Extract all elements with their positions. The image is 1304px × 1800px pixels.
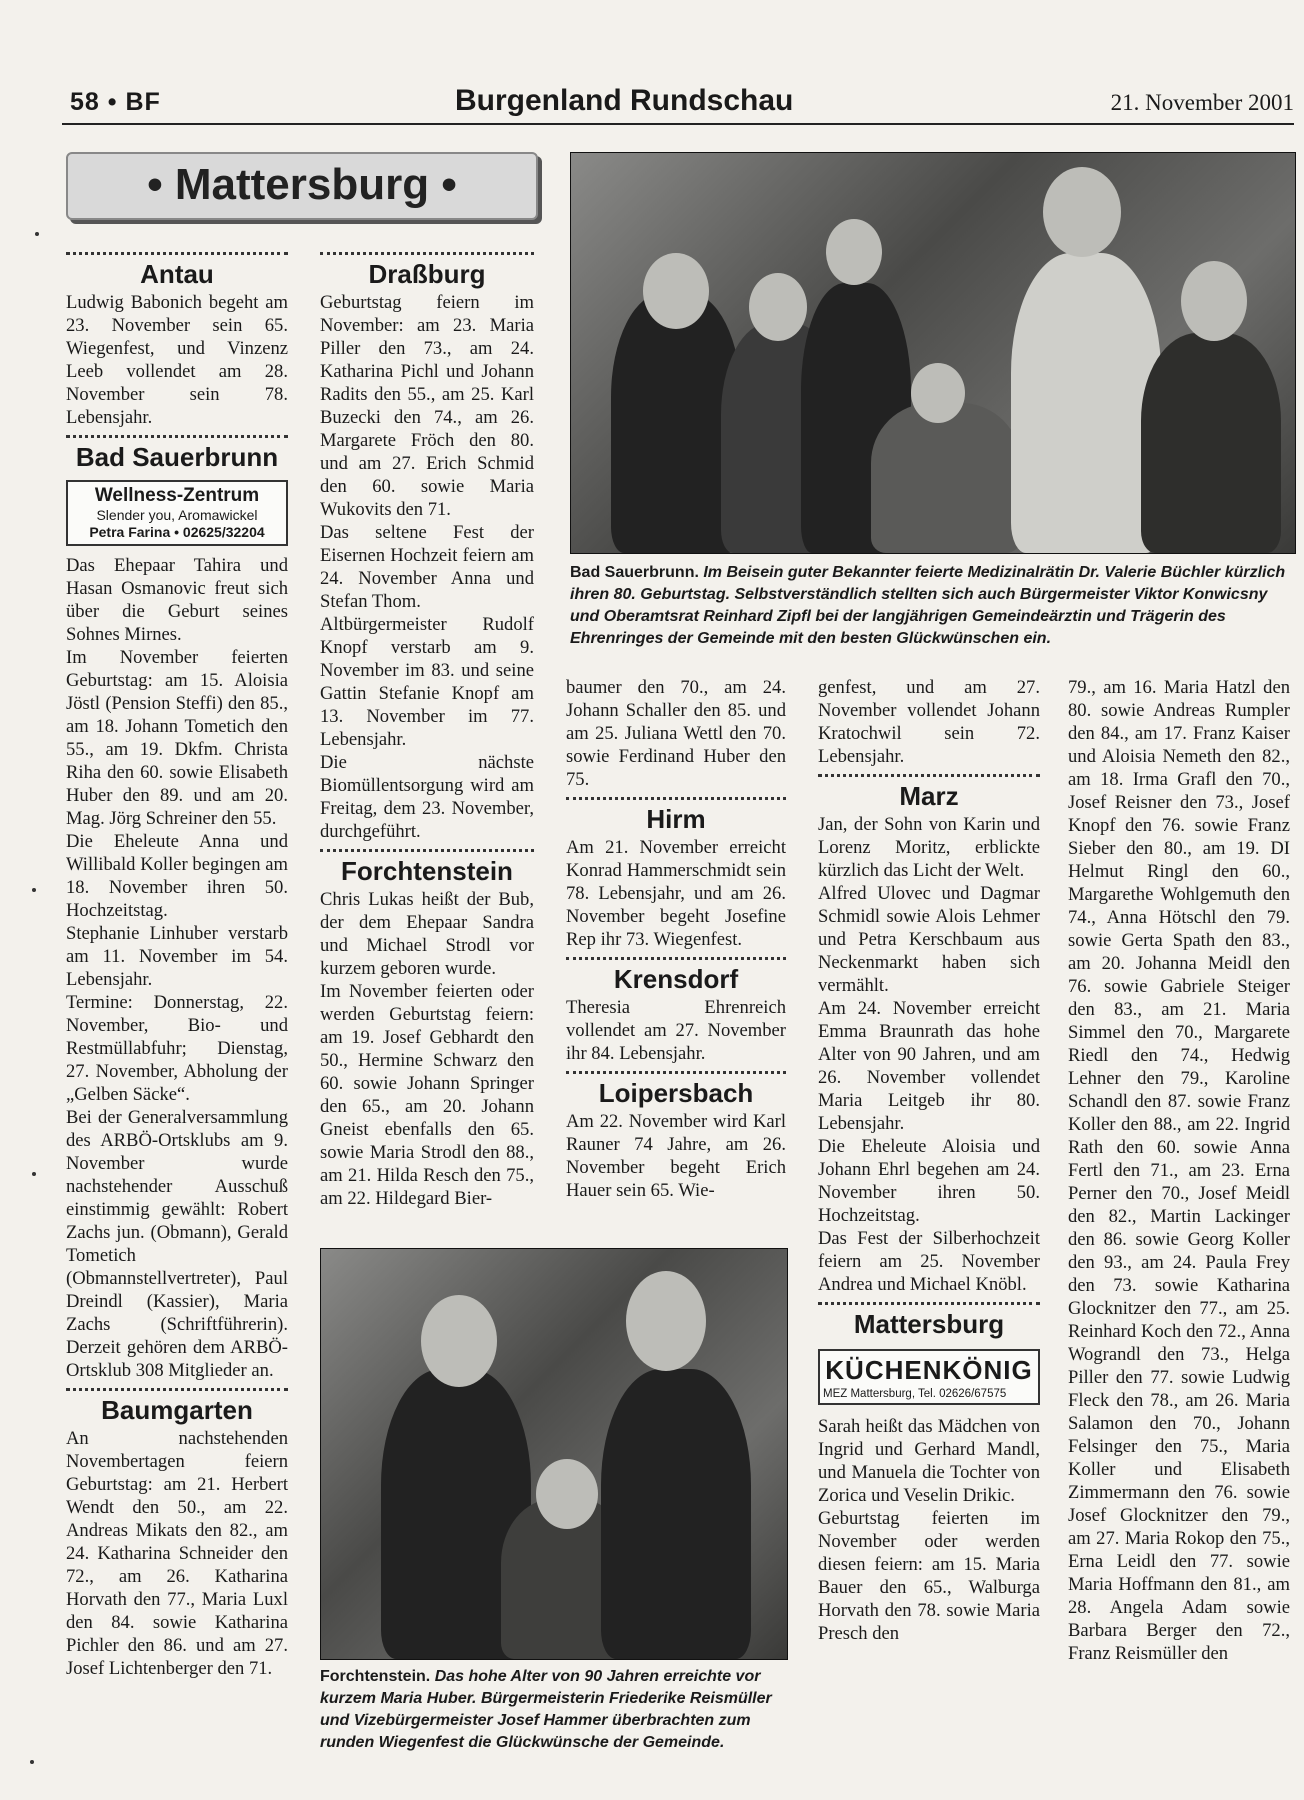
paragraph: baumer den 70., am 24. Johann Schaller den 85. und am 25. Juliana Wettl den 70. sowie Ferdinand Huber den 75. xyxy=(566,677,786,790)
divider xyxy=(320,849,534,852)
paragraph: Die nächste Biomüllentsorgung wird am Freitag, dem 23. November, durchgeführt. xyxy=(320,752,534,842)
face xyxy=(1181,261,1247,341)
paragraph: Das Ehepaar Tahira und Hasan Osmanovic freut sich über die Geburt seines Sohnes Mirnes. xyxy=(66,555,288,645)
paragraph: genfest, und am 27. November vollendet Johann Kratochwil sein 72. Lebensjahr. xyxy=(818,677,1040,767)
heading-loipersbach: Loipersbach xyxy=(598,1078,754,1108)
paragraph: Altbürgermeister Rudolf Knopf verstarb am 9. November im 83. und seine Gattin Stefanie Knopf am 13. November im 77. Lebensjahr. xyxy=(320,614,534,750)
ad-wellness-zentrum xyxy=(66,480,288,546)
ad-line: Slender you, Aromawickel xyxy=(96,507,258,523)
column-4 xyxy=(818,676,1040,1645)
column-5 xyxy=(1068,676,1290,1665)
paragraph: Am 24. November erreicht Emma Braunrath das hohe Alter von 90 Jahren, und am 26. November vollendet Maria Leitgeb ihr 80. Lebensjahr. xyxy=(818,998,1040,1134)
heading-bad-sauerbrunn: Bad Sauerbrunn xyxy=(75,442,279,472)
paragraph: Die Eheleute Aloisia und Johann Ehrl begehen am 24. November ihren 50. Hochzeitstag. xyxy=(818,1136,1040,1226)
paragraph: Das Fest der Silberhochzeit feiern am 25. November Andrea und Michael Knöbl. xyxy=(818,1228,1040,1295)
paragraph: Termine: Donnerstag, 22. November, Bio- und Restmüllabfuhr; Dienstag, 27. November, Abholung der „Gelben Säcke“. xyxy=(66,992,288,1105)
caption-text: Das hohe Alter von 90 Jahren erreichte vor kurzem Maria Huber. Bürgermeisterin Friederike Reismüller und Vizebürgermeister Josef Hammer überbrachten zum runden Wiegenfest die Glückwünsche der Gemeinde. xyxy=(320,1668,772,1751)
paragraph: Sarah heißt das Mädchen von Ingrid und Gerhard Mandl, und Manuela die Tochter von Zorica und Veselin Drikic. xyxy=(818,1416,1040,1506)
divider xyxy=(320,252,534,255)
heading-krensdorf: Krensdorf xyxy=(613,964,739,994)
column-2 xyxy=(320,246,534,1210)
paragraph: An nachstehenden Novembertagen feiern Geburtstag: am 21. Herbert Wendt den 50., am 22. Andreas Mikats den 82., am 24. Katharina Schneider den 72., am 26. Katharina Horvath den 77., Maria Luxl den 84. sowie Katharina Pichler den 86. und am 27. Josef Lichtenberger den 71. xyxy=(66,1428,288,1679)
caption-lead: Forchtenstein. xyxy=(320,1668,431,1685)
face xyxy=(826,219,882,285)
face xyxy=(643,253,709,329)
heading-marz: Marz xyxy=(899,781,959,811)
margin-mark xyxy=(35,232,39,236)
heading-hirm: Hirm xyxy=(646,804,706,834)
face xyxy=(749,273,807,341)
person xyxy=(871,403,1021,553)
heading-drassburg: Draßburg xyxy=(368,259,486,289)
margin-mark xyxy=(32,888,36,892)
newspaper-title: Burgenland Rundschau xyxy=(455,84,794,117)
heading-mattersburg: Mattersburg xyxy=(853,1309,1005,1339)
face xyxy=(421,1295,497,1387)
divider xyxy=(566,1071,786,1074)
column-1 xyxy=(66,246,288,1680)
paragraph: Am 22. November wird Karl Rauner 74 Jahre, am 26. November begeht Erich Hauer sein 65. Wie- xyxy=(566,1111,786,1201)
paragraph: Im November feierten oder werden Geburtstag feiern: am 19. Josef Gebhardt den 50., Hermine Schwarz den 60. sowie Johann Springer den 65., am 20. Johann Gneist ebenfalls den 65. sowie Maria Strodl den 88., am 21. Hilda Resch den 75., am 22. Hildegard Bier- xyxy=(320,981,534,1209)
paragraph: Chris Lukas heißt der Bub, der dem Ehepaar Sandra und Michael Strodl vor kurzem geboren wurde. xyxy=(320,889,534,979)
column-3 xyxy=(566,676,786,1202)
paragraph: Theresia Ehrenreich vollendet am 27. November ihr 84. Lebensjahr. xyxy=(566,997,786,1064)
ad-kuechenkoenig xyxy=(818,1349,1040,1405)
heading-forchtenstein: Forchtenstein xyxy=(341,856,513,886)
paragraph: Das seltene Fest der Eisernen Hochzeit feiern am 24. November Anna und Stefan Thom. xyxy=(320,522,534,612)
paragraph: Alfred Ulovec und Dagmar Schmidl sowie Alois Lehmer und Petra Kerschbaum aus Neckenmarkt haben sich vermählt. xyxy=(818,883,1040,996)
ad-title: KÜCHENKÖNIG xyxy=(825,1355,1033,1385)
divider xyxy=(566,957,786,960)
heading-baumgarten: Baumgarten xyxy=(101,1395,253,1425)
divider xyxy=(818,1302,1040,1305)
issue-date: 21. November 2001 xyxy=(1110,90,1294,115)
caption-lead: Bad Sauerbrunn. xyxy=(570,564,699,581)
ad-contact: Petra Farina • 02625/32204 xyxy=(89,524,265,540)
person xyxy=(1141,333,1281,553)
face xyxy=(626,1271,706,1371)
margin-mark xyxy=(30,1760,34,1764)
face xyxy=(1043,167,1121,257)
face xyxy=(911,363,965,423)
ad-contact: MEZ Mattersburg, Tel. 02626/67575 xyxy=(823,1388,1007,1400)
photo-caption-forchtenstein xyxy=(320,1666,786,1754)
header-rule xyxy=(62,123,1294,125)
page-number: 58 • BF xyxy=(70,88,161,116)
divider xyxy=(818,774,1040,777)
margin-mark xyxy=(32,1172,36,1176)
caption-text: Im Beisein guter Bekannter feierte Medizinalrätin Dr. Valerie Büchler kürzlich ihren 80. Geburtstag. Selbstverständlich stellten sich auch Bürgermeister Viktor Konwicsny und Oberamtsrat Reinhard Zipfl bei der langjährigen Gemeindeärztin und Trägerin des Ehrenringes der Gemeinde mit den besten Glückwünschen ein. xyxy=(570,564,1286,647)
photo-forchtenstein xyxy=(320,1248,788,1660)
paragraph: Geburtstag feierten im November oder werden diesen feiern: am 15. Maria Bauer den 65., Walburga Horvath den 78. sowie Maria Presch den xyxy=(818,1508,1040,1644)
paragraph: Die Eheleute Anna und Willibald Koller begingen am 18. November ihren 50. Hochzeitstag. xyxy=(66,831,288,921)
divider xyxy=(66,435,288,438)
paragraph: Ludwig Babonich begeht am 23. November sein 65. Wiegenfest, und Vinzenz Leeb vollendet am 28. November sein 78. Lebensjahr. xyxy=(66,292,288,428)
paragraph: Geburtstag feiern im November: am 23. Maria Piller den 73., am 24. Katharina Pichl und Johann Radits den 55., am 25. Karl Buzecki den 74., am 26. Margarete Fröch den 80. und am 27. Erich Schmid den 60. sowie Maria Wukovits den 71. xyxy=(320,292,534,520)
face xyxy=(536,1459,598,1529)
heading-antau: Antau xyxy=(140,259,214,289)
paragraph: Jan, der Sohn von Karin und Lorenz Moritz, erblickte kürzlich das Licht der Welt. xyxy=(818,814,1040,881)
section-banner: • Mattersburg • xyxy=(66,152,538,220)
paragraph: 79., am 16. Maria Hatzl den 80. sowie Andreas Rumpler den 84., am 17. Franz Kaiser und Aloisia Nemeth den 82., am 18. Irma Grafl den 70., Josef Reisner den 73., Josef Knopf den 76. sowie Franz Sieber den 80., am 19. DI Helmut Ringl den 60., Margarethe Wohlgemuth den 74., Anna Hötschl den 79. sowie Gerta Spath den 83., am 20. Johanna Meidl den 76. sowie Gabriele Steiger den 83., am 21. Maria Simmel den 70., Margarete Riedl den 74., Hedwig Lehner den 79., Karoline Schandl den 87. sowie Franz Koller den 88., am 22. Ingrid Rath den 60. sowie Anna Fertl den 71., am 23. Erna Perner den 70., Josef Meidl den 82., Martin Lackinger den 86. sowie Georg Koller den 93., am 24. Paula Frey den 73. sowie Katharina Glocknitzer den 77., am 25. Reinhard Koch den 72., Anna Wograndl den 73., Helga Piller den 77. sowie Ludwig Fleck den 78., am 26. Maria Salamon den 70., Johann Felsinger den 75., Maria Koller und Elisabeth Zimmermann den 76. sowie Josef Glocknitzer den 79., am 27. Maria Rokop den 75., Erna Leidl den 77. sowie Maria Hoffmann den 81., am 28. Angela Adam sowie Barbara Berger den 72., Franz Reismüller den xyxy=(1068,677,1290,1664)
paragraph: Am 21. November erreicht Konrad Hammerschmidt sein 78. Lebensjahr, und am 26. November begeht Josefine Rep ihr 73. Wiegenfest. xyxy=(566,837,786,950)
paragraph: Im November feierten Geburtstag: am 15. Aloisia Jöstl (Pension Steffi) den 85., am 18. Johann Tometich den 55., am 19. Dkfm. Christa Riha den 60. sowie Elisabeth Huber den 89. und am 20. Mag. Jörg Schreiner den 55. xyxy=(66,647,288,829)
photo-bad-sauerbrunn xyxy=(570,152,1296,554)
paragraph: Bei der Generalversammlung des ARBÖ-Ortsklubs am 9. November wurde nachstehender Ausschuß einstimmig gewählt: Robert Zachs jun. (Obmann), Gerald Tometich (Obmannstellvertreter), Paul Dreindl (Kassier), Maria Zachs (Schriftführerin). Derzeit gehören dem ARBÖ-Ortsklub 308 Mitglieder an. xyxy=(66,1107,288,1381)
photo-caption-bad-sauerbrunn xyxy=(570,562,1294,650)
divider xyxy=(66,252,288,255)
divider xyxy=(66,1388,288,1391)
person xyxy=(1011,253,1161,553)
ad-title: Wellness-Zentrum xyxy=(94,485,260,506)
person xyxy=(601,1369,751,1659)
paragraph: Stephanie Linhuber verstarb am 11. November im 54. Lebensjahr. xyxy=(66,923,288,990)
divider xyxy=(566,797,786,800)
